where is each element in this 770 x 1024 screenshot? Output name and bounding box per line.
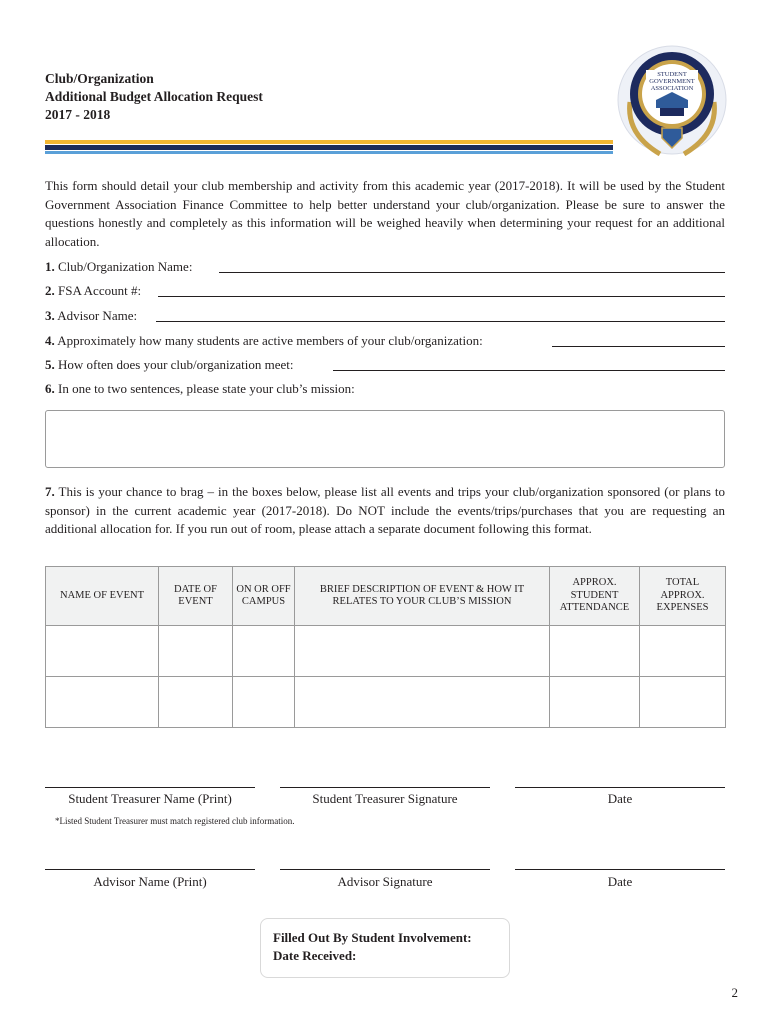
office-use-line-2: Date Received: [273, 948, 357, 963]
question-2-label: FSA Account #: [58, 283, 142, 298]
date-line-2[interactable] [515, 869, 725, 870]
question-2: 2. FSA Account #: [45, 283, 142, 298]
header-line-2: Additional Budget Allocation Request [45, 89, 263, 104]
question-4: 4. Approximately how many students are active members of your club/organization: [45, 333, 483, 348]
table-cell[interactable] [46, 677, 159, 728]
sga-seal-icon [616, 42, 728, 164]
logo-text-2: GOVERNMENT [649, 78, 695, 85]
advisor-name-field[interactable] [156, 321, 725, 322]
date-label-1: Date [607, 791, 633, 806]
office-use-line-1: Filled Out By Student Involvement: [273, 930, 472, 945]
advisor-signature-label: Advisor Signature [337, 874, 433, 889]
question-7: 7. This is your chance to brag – in the boxes below, please list all events and trips your club/organization sponsored (or plans to sponsor) in the current academic year (2017-2018). Do NOT include the events/trips/purchases that you are requesting an additional allocation for. If you run out of room, please attach a separate document following this format. [45, 484, 726, 536]
table-cell[interactable] [46, 626, 159, 677]
table-cell[interactable] [295, 626, 550, 677]
date-line-1[interactable] [515, 787, 725, 788]
treasurer-name-line[interactable] [45, 787, 255, 788]
treasurer-signature-line[interactable] [280, 787, 490, 788]
table-cell[interactable] [295, 677, 550, 728]
column-header: ON OR OFF CAMPUS [233, 567, 295, 626]
advisor-name-label: Advisor Name (Print) [93, 874, 207, 889]
header-stripe-gold [45, 140, 613, 144]
date-label-2: Date [607, 874, 633, 889]
question-1: 1. Club/Organization Name: [45, 259, 193, 274]
header-line-1: Club/Organization [45, 71, 154, 86]
table-header-row [46, 567, 726, 626]
treasurer-note: *Listed Student Treasurer must match registered club information. [55, 816, 295, 826]
treasurer-signature-label: Student Treasurer Signature [312, 791, 458, 806]
column-header: DATE OF EVENT [159, 567, 233, 626]
question-3-label: Advisor Name: [57, 308, 138, 323]
question-1-label: Club/Organization Name: [58, 259, 193, 274]
question-7-text: This is your chance to brag – in the boxes below, please list all events and trips your club/organization sponsored (or plans to sponsor) in the current academic year (2017-2018). Do NOT include the events/trips/purchases that you are requesting an additional allocation for. If you run out of room, please attach a separate document following this format. [45, 484, 726, 536]
club-name-field[interactable] [219, 272, 725, 273]
treasurer-name-label: Student Treasurer Name (Print) [68, 791, 232, 806]
table-cell[interactable] [640, 626, 726, 677]
intro-paragraph: This form should detail your club membership and activity from this academic year (2017-2018). It will be used by the Student Government Association Finance Committee to help better understand your club/organization. Please be sure to answer the questions honestly and completely as this information will be weighed heavily when determining your request for an additional allocation. [45, 178, 725, 249]
question-4-label: Approximately how many students are active members of your club/organization: [57, 333, 483, 348]
header-line-3: 2017 - 2018 [45, 107, 111, 122]
events-table [45, 566, 726, 728]
advisor-name-line[interactable] [45, 869, 255, 870]
header-stripe-blue [45, 151, 613, 154]
question-5: 5. How often does your club/organization meet: [45, 357, 294, 372]
question-5-label: How often does your club/organization meet: [58, 357, 294, 372]
question-6-label: In one to two sentences, please state your club’s mission: [58, 381, 355, 396]
logo-text-3: ASSOCIATION [650, 85, 694, 92]
mission-textbox[interactable] [45, 410, 725, 468]
office-use-box [260, 918, 510, 978]
table-row [46, 677, 726, 728]
table-cell[interactable] [159, 677, 233, 728]
active-members-field[interactable] [552, 346, 725, 347]
table-cell[interactable] [159, 626, 233, 677]
meeting-frequency-field[interactable] [333, 370, 725, 371]
logo-text-1: STUDENT [657, 71, 687, 78]
column-header: BRIEF DESCRIPTION OF EVENT & HOW IT RELATES TO YOUR CLUB’S MISSION [295, 567, 550, 626]
question-6: 6. In one to two sentences, please state your club’s mission: [45, 381, 355, 396]
table-cell[interactable] [233, 677, 295, 728]
column-header: APPROX. STUDENT ATTENDANCE [550, 567, 640, 626]
question-3: 3. Advisor Name: [45, 308, 138, 323]
advisor-signature-line[interactable] [280, 869, 490, 870]
page-number: 2 [731, 985, 738, 1000]
fsa-account-field[interactable] [158, 296, 725, 297]
column-header: TOTAL APPROX. EXPENSES [640, 567, 726, 626]
table-cell[interactable] [233, 626, 295, 677]
column-header: NAME OF EVENT [46, 567, 159, 626]
table-cell[interactable] [550, 677, 640, 728]
table-cell[interactable] [550, 626, 640, 677]
form-header [45, 70, 263, 124]
table-cell[interactable] [640, 677, 726, 728]
table-row [46, 626, 726, 677]
header-stripe-navy [45, 145, 613, 150]
